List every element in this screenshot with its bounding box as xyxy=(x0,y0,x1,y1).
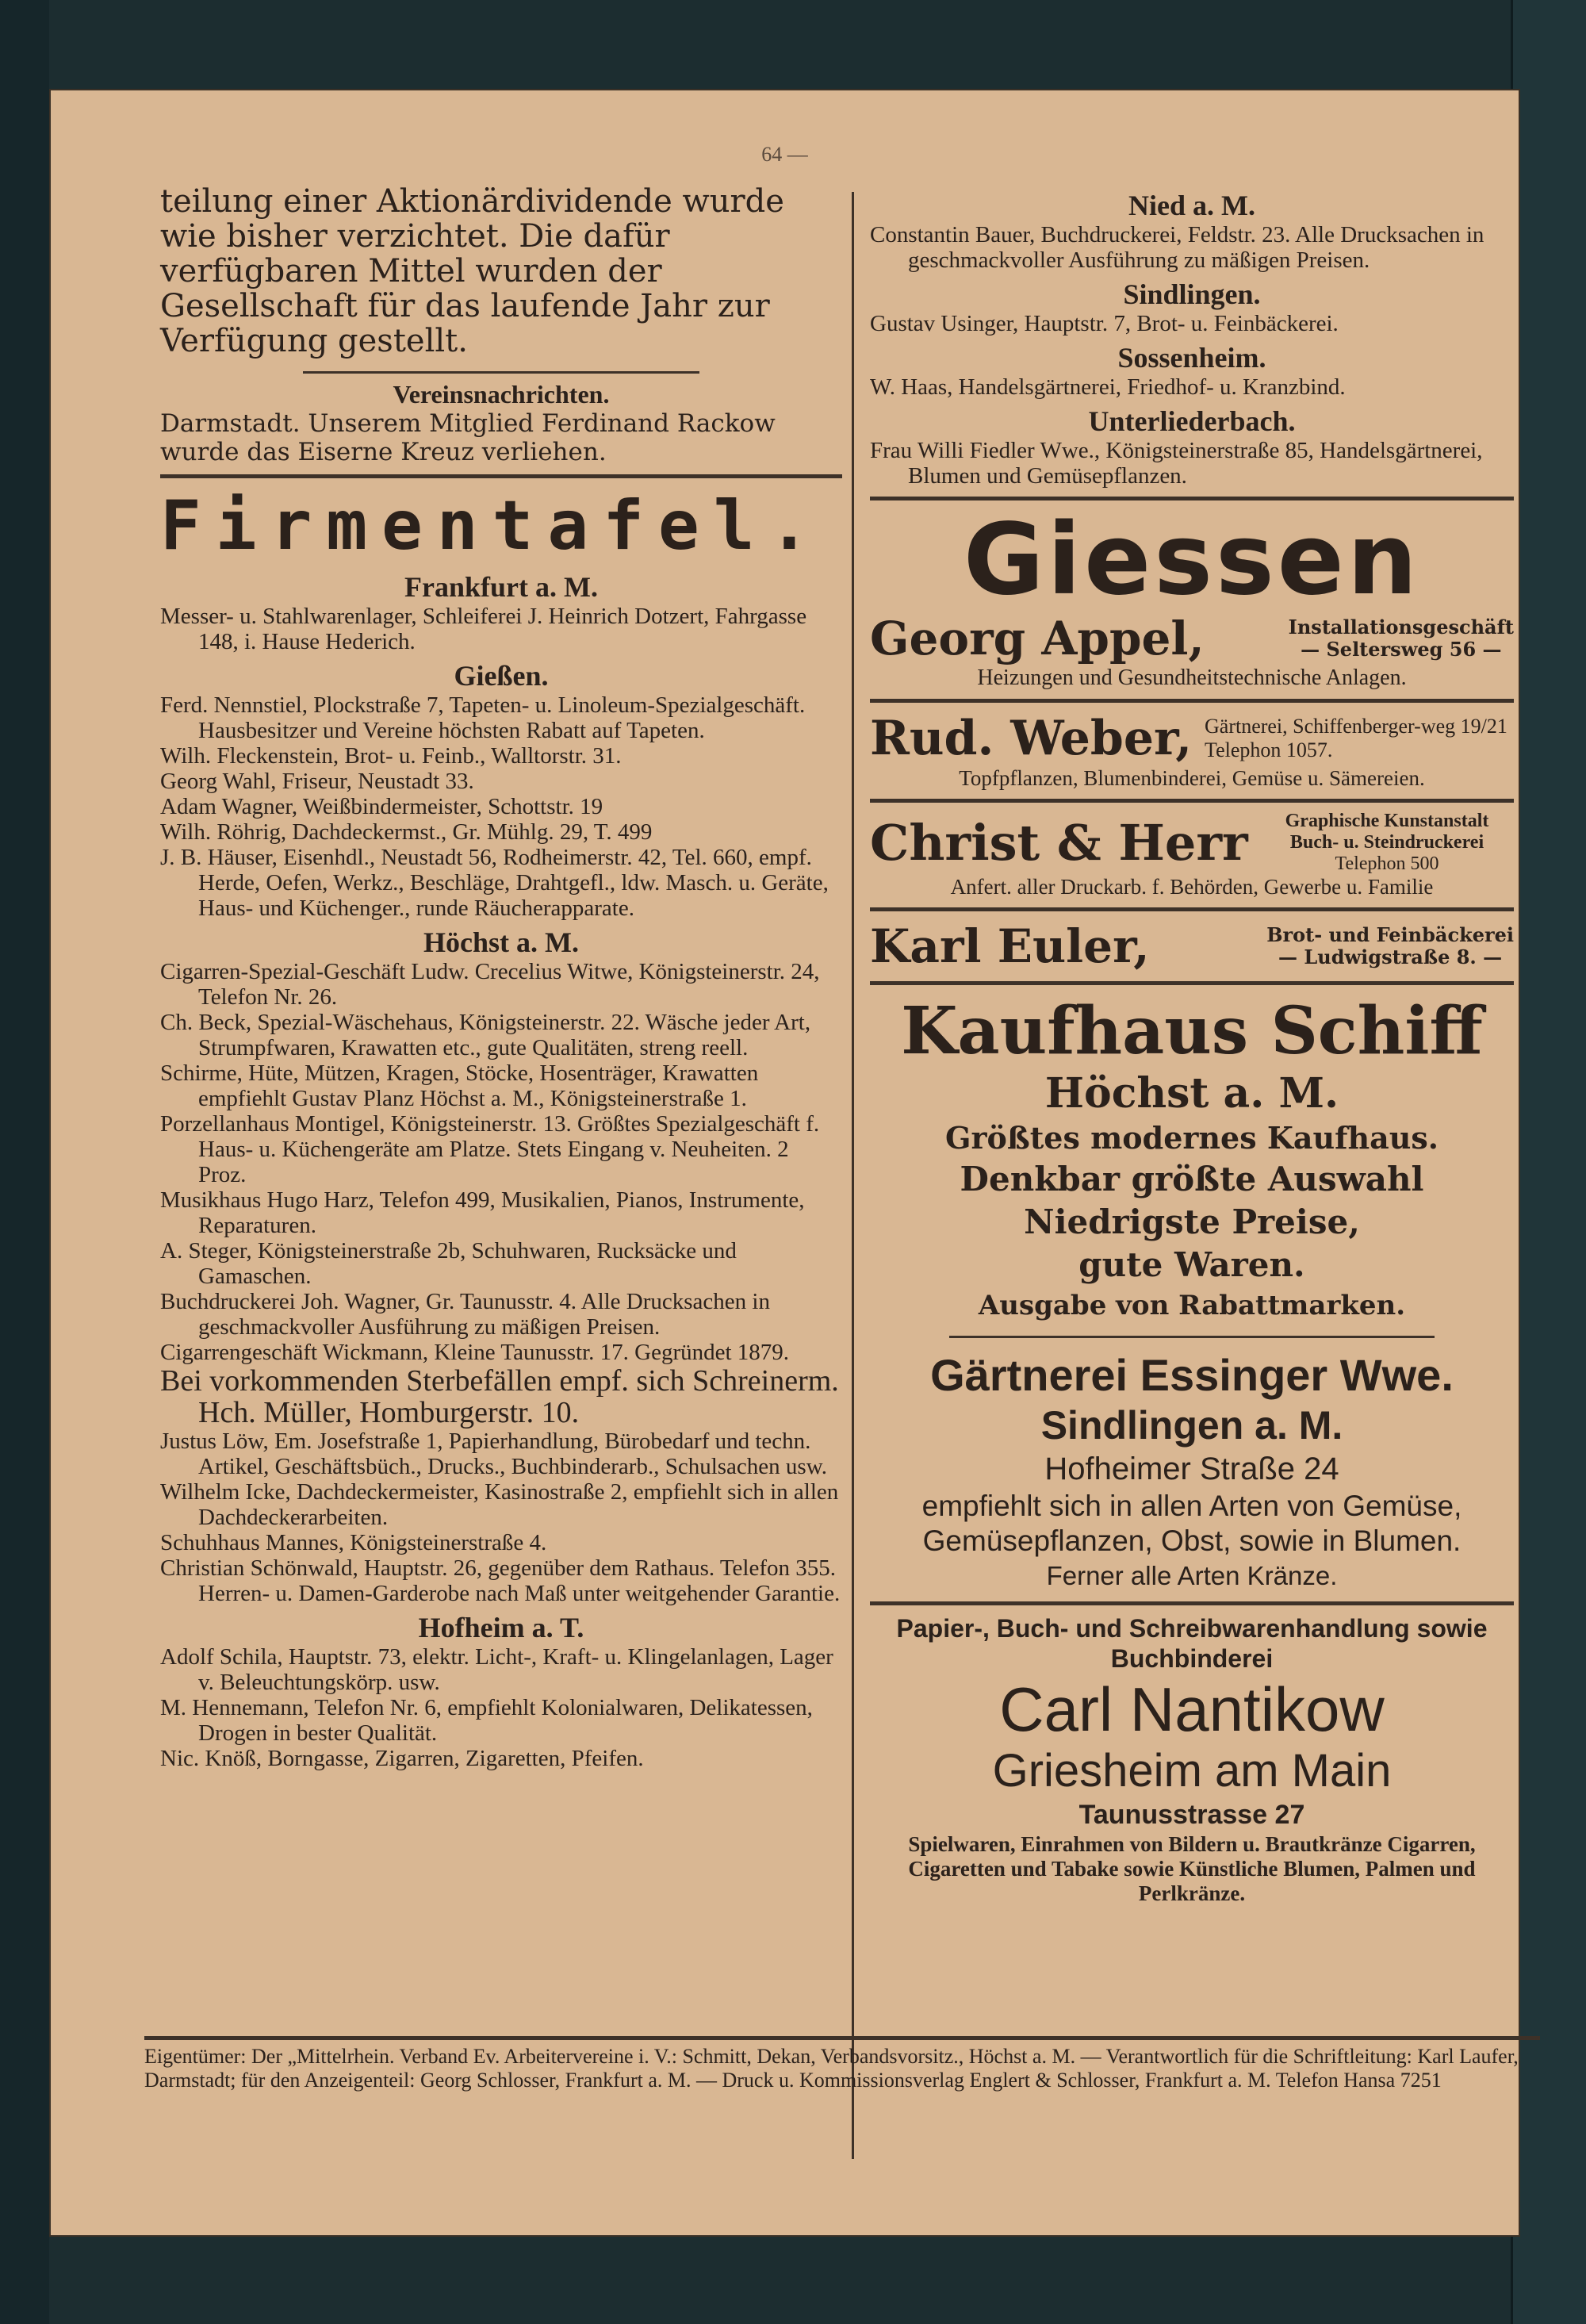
footer xyxy=(144,2036,1540,2092)
nantikow-street: Taunusstrasse 27 xyxy=(1078,1800,1305,1830)
location-heading: Nied a. M. xyxy=(1128,190,1255,221)
essinger-place: Sindlingen a. M. xyxy=(1040,1403,1343,1448)
location-heading: Sindlingen. xyxy=(1123,278,1261,310)
appel-line: Heizungen und Gesundheitstechnische Anlagen. xyxy=(977,665,1407,690)
intro-text: teilung einer Aktionärdividende wurde wie bisher verzichtet. Die dafür verfügbaren Mittel wurden der Gesellschaft für das laufende Jahr zur Verfügung gestellt. xyxy=(160,183,784,359)
christ-side-3: Telephon 500 xyxy=(1335,853,1439,874)
background-right xyxy=(1511,0,1586,2324)
listing: Adam Wagner, Weißbindermeister, Schottstr. 19 xyxy=(160,794,603,819)
listing: W. Haas, Handelsgärtnerei, Friedhof- u. Kranzbind. xyxy=(870,374,1346,400)
right-column xyxy=(870,184,1514,1906)
christ-side xyxy=(1260,811,1514,875)
listing: Wilh. Fleckenstein, Brot- u. Feinb., Walltorstr. 31. xyxy=(160,743,622,769)
divider xyxy=(870,497,1514,500)
location-heading: Höchst a. M. xyxy=(423,926,579,958)
listing: Schirme, Hüte, Mützen, Kragen, Stöcke, Hosenträger, Krawatten empfiehlt Gustav Planz Höchst a. M., Königsteinerstraße 1. xyxy=(160,1060,759,1111)
location-heading: Frankfurt a. M. xyxy=(404,571,598,603)
location-heading: Gießen. xyxy=(454,660,549,692)
divider xyxy=(303,371,699,374)
nantikow-place: Griesheim am Main xyxy=(992,1745,1392,1797)
weber-name: Rud. Weber, xyxy=(870,711,1193,766)
listing: Messer- u. Stahlwarenlager, Schleiferei J. Heinrich Dotzert, Fahrgasse 148, i. Hause Hederich. xyxy=(160,604,807,654)
listing: Adolf Schila, Hauptstr. 73, elektr. Licht-, Kraft- u. Klingelanlagen, Lager v. Beleuchtungskörp. usw. xyxy=(160,1644,833,1695)
listing: J. B. Häuser, Eisenhdl., Neustadt 56, Rodheimerstr. 42, Tel. 660, empf. Herde, Oefen, Werkz., Beschläge, Drahtgefl., ldw. Masch. u. Geräte, Haus- und Küchenger., runde Räucherapparate. xyxy=(160,845,829,921)
schiff-title: Kaufhaus Schiff xyxy=(901,993,1483,1069)
listing: Wilh. Röhrig, Dachdeckermst., Gr. Mühlg. 29, T. 499 xyxy=(160,819,653,845)
euler-side-1: Brot- und Feinbäckerei xyxy=(1266,923,1514,946)
christ-line: Anfert. aller Druckarb. f. Behörden, Gewerbe u. Familie xyxy=(950,875,1434,899)
location-heading: Unterliederbach. xyxy=(1088,405,1296,437)
listing: Bei vorkommenden Sterbefällen empf. sich Schreinerm. Hch. Müller, Homburgerstr. 10. xyxy=(160,1364,839,1429)
essinger-street: Hofheimer Straße 24 xyxy=(1044,1452,1339,1486)
nantikow-header: Papier-, Buch- und Schreibwarenhandlung sowie Buchbinderei xyxy=(896,1614,1488,1673)
listing: Buchdruckerei Joh. Wagner, Gr. Taunusstr. 4. Alle Drucksachen in geschmackvoller Ausführung zu mäßigen Preisen. xyxy=(160,1289,770,1340)
divider xyxy=(160,474,842,478)
appel-side-1: Installationsgeschäft xyxy=(1288,616,1514,639)
listing: Wilhelm Icke, Dachdeckermeister, Kasinostraße 2, empfiehlt sich in allen Dachdeckerarbeiten. xyxy=(160,1479,839,1530)
vereins-text: Darmstadt. Unserem Mitglied Ferdinand Rackow wurde das Eiserne Kreuz verliehen. xyxy=(160,409,776,466)
giessen-heading: Giessen xyxy=(963,503,1421,617)
listing: A. Steger, Königsteinerstraße 2b, Schuhwaren, Rucksäcke und Gamaschen. xyxy=(160,1238,737,1289)
euler-ad xyxy=(870,919,1514,973)
schiff-line: Größtes modernes Kaufhaus. xyxy=(945,1120,1439,1156)
divider xyxy=(144,2036,1540,2040)
weber-line: Topfpflanzen, Blumenbinderei, Gemüse u. Sämereien. xyxy=(959,766,1425,790)
location-heading: Sossenheim. xyxy=(1117,342,1266,374)
location-heading: Hofheim a. T. xyxy=(418,1612,584,1643)
schiff-place: Höchst a. M. xyxy=(1044,1069,1339,1118)
listing: Frau Willi Fiedler Wwe., Königsteinerstraße 85, Handelsgärtnerei, Blumen und Gemüsepflanzen. xyxy=(870,438,1483,489)
weber-side: Gärtnerei, Schiffenberger-weg 19/21 Telephon 1057. xyxy=(1205,715,1507,761)
listing: Ferd. Nennstiel, Plockstraße 7, Tapeten- u. Linoleum-Spezialgeschäft. Hausbesitzer und Vereine höchsten Rabatt auf Tapeten. xyxy=(160,692,806,743)
divider xyxy=(870,981,1514,985)
essinger-text: empfiehlt sich in allen Arten von Gemüse, Gemüsepflanzen, Obst, sowie in Blumen. xyxy=(921,1490,1462,1557)
appel-ad xyxy=(870,612,1514,665)
divider xyxy=(870,699,1514,703)
christ-side-1: Graphische Kunstanstalt xyxy=(1285,811,1489,831)
divider xyxy=(870,1601,1514,1605)
background-left xyxy=(0,0,49,2324)
listing: M. Hennemann, Telefon Nr. 6, empfiehlt Kolonialwaren, Delikatessen, Drogen in bester Qualität. xyxy=(160,1695,813,1746)
weber-ad xyxy=(870,711,1514,766)
schiff-line: Niedrigste Preise, xyxy=(1024,1202,1360,1241)
listing: Christian Schönwald, Hauptstr. 26, gegenüber dem Rathaus. Telefon 355. Herren- u. Damen-Garderobe nach Maß unter weitgehender Garantie. xyxy=(160,1555,841,1606)
left-column xyxy=(160,184,842,1771)
footer-text: Eigentümer: Der „Mittelrhein. Verband Ev. Arbeitervereine i. V.: Schmitt, Dekan, Verbandsvorsitz., Höchst a. M. — Verantwortlich für die Schriftleitung: Karl Laufer, Darmstadt; für den Anzeigenteil: Georg Schlosser, Frankfurt a. M. — Druck u. Kommissionsverlag Englert & Schlosser, Frankfurt a. M. Telefon Hansa 7251 xyxy=(144,2045,1519,2092)
newspaper-page xyxy=(49,89,1520,2237)
euler-name: Karl Euler, xyxy=(870,919,1150,973)
listing: Justus Löw, Em. Josefstraße 1, Papierhandlung, Bürobedarf und techn. Artikel, Geschäftsbüch., Drucks., Buchbinderarb., Schulsachen usw. xyxy=(160,1429,827,1479)
appel-side-2: — Seltersweg 56 — xyxy=(1301,638,1502,661)
essinger-name: Gärtnerei Essinger Wwe. xyxy=(930,1350,1454,1400)
listing: Ch. Beck, Spezial-Wäschehaus, Königsteinerstr. 22. Wäsche jeder Art, Strumpfwaren, Krawatten etc., gute Qualitäten, streng reell. xyxy=(160,1010,811,1060)
nantikow-text: Spielwaren, Einrahmen von Bildern u. Brautkränze Cigarren, Cigaretten und Tabake sowie Künstliche Blumen, Palmen und Perlkränze. xyxy=(908,1832,1476,1905)
listing: Gustav Usinger, Hauptstr. 7, Brot- u. Feinbäckerei. xyxy=(870,311,1339,336)
schiff-line: gute Waren. xyxy=(1078,1245,1305,1284)
listing: Porzellanhaus Montigel, Königsteinerstr. 13. Größtes Spezialgeschäft f. Haus- u. Küchengeräte am Platze. Stets Eingang v. Neuheiten. 2 Proz. xyxy=(160,1111,820,1187)
nantikow-name: Carl Nantikow xyxy=(999,1674,1385,1744)
listing: Cigarren-Spezial-Geschäft Ludw. Crecelius Witwe, Königsteinerstr. 24, Telefon Nr. 26. xyxy=(160,959,820,1010)
euler-side-2: — Ludwigstraße 8. — xyxy=(1278,945,1503,968)
listing: Nic. Knöß, Borngasse, Zigarren, Zigaretten, Pfeifen. xyxy=(160,1746,644,1771)
vereins-heading: Vereinsnachrichten. xyxy=(393,380,610,408)
listing: Georg Wahl, Friseur, Neustadt 33. xyxy=(160,769,474,794)
listing: Cigarrengeschäft Wickmann, Kleine Taunusstr. 17. Gegründet 1879. xyxy=(160,1340,790,1365)
listing: Constantin Bauer, Buchdruckerei, Feldstr. 23. Alle Drucksachen in geschmackvoller Ausführung zu mäßigen Preisen. xyxy=(870,222,1484,273)
divider xyxy=(870,907,1514,911)
column-divider xyxy=(852,192,854,2159)
listing: Schuhhaus Mannes, Königsteinerstraße 4. xyxy=(160,1530,547,1555)
christ-ad xyxy=(870,811,1514,875)
divider xyxy=(870,799,1514,803)
christ-side-2: Buch- u. Steindruckerei xyxy=(1289,832,1484,853)
firmentafel-heading: Firmentafel. xyxy=(160,486,825,566)
appel-side xyxy=(1289,616,1514,661)
euler-side xyxy=(1266,924,1514,968)
essinger-text: Ferner alle Arten Kränze. xyxy=(1046,1561,1338,1590)
christ-name: Christ & Herr xyxy=(870,814,1248,872)
schiff-line: Denkbar größte Auswahl xyxy=(960,1160,1424,1198)
divider xyxy=(949,1336,1435,1338)
schiff-line: Ausgabe von Rabattmarken. xyxy=(978,1290,1406,1321)
page-number: 64 — xyxy=(761,143,808,166)
listing: Musikhaus Hugo Harz, Telefon 499, Musikalien, Pianos, Instrumente, Reparaturen. xyxy=(160,1187,805,1238)
appel-name: Georg Appel, xyxy=(870,612,1205,665)
